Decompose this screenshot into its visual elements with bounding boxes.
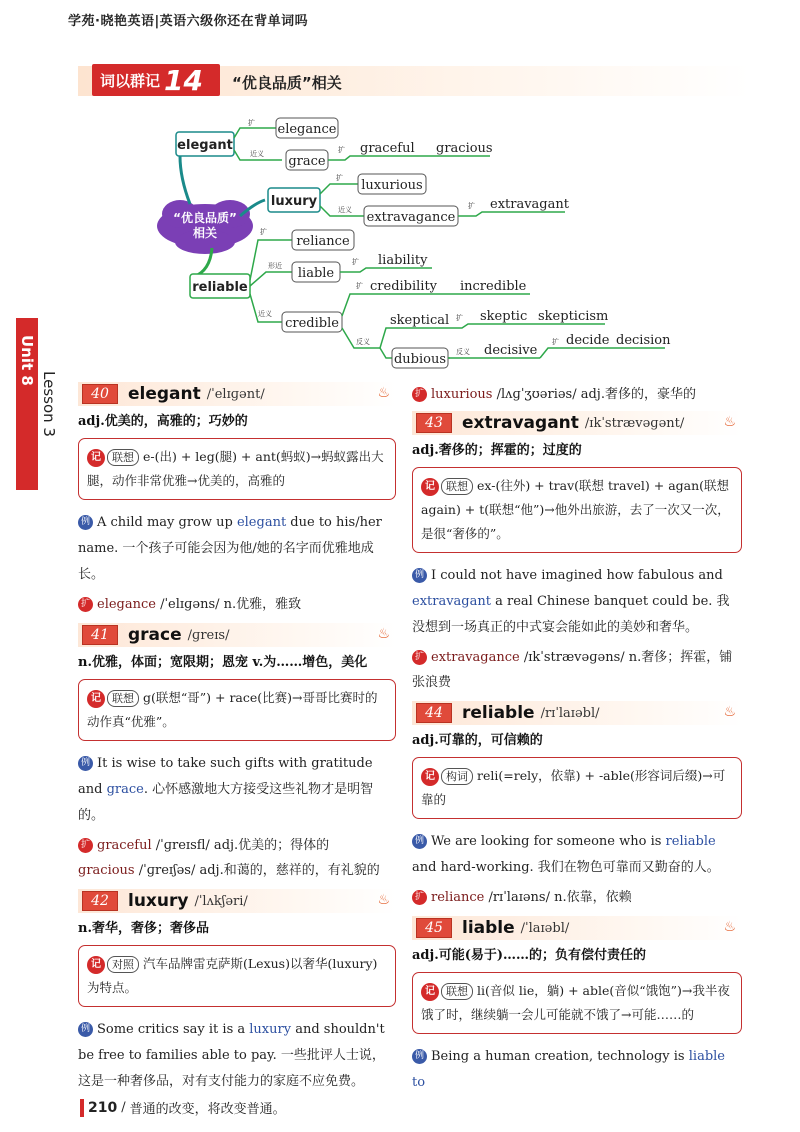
example-sentence: 例 A child may grow up elegant due to his/her name. 一个孩子可能会因为他/她的名字而优雅地成长。 [78,515,382,582]
lesson-label: Lesson 3 [40,371,58,437]
svg-text:反义: 反义 [456,348,470,356]
memory-tip-box [78,438,396,500]
phonetic: /ɪkˈstrævəɡənt/ [584,415,685,431]
example-sentence: 例 Being a human creation, technology is liable to [412,1049,725,1090]
memo-tag: 联想 [107,449,139,466]
definition: adj.奢侈的；挥霍的；过度的 [412,443,582,458]
entry-header [78,889,396,913]
flame-icon: ♨ [377,385,390,401]
mm-incredible: incredible [460,279,527,294]
section-subtitle: “优良品质”相关 [232,74,342,92]
flame-icon: ♨ [377,892,390,908]
entry-header [412,701,742,725]
memo-text: g(联想“哥”) + race(比赛)→哥哥比赛时的动作真“优雅”。 [87,690,378,729]
entry-elegant [78,382,396,617]
mm-luxurious: luxurious [361,178,423,193]
mm-reliance: reliance [296,234,350,249]
svg-text:反义: 反义 [356,338,370,346]
memo-icon: 记 [421,768,439,786]
memory-tip-box [78,679,396,741]
extension-icon: 扩 [78,597,93,612]
entry-header [412,411,742,435]
definition: adj.可靠的，可信赖的 [412,733,543,748]
definition: adj.可能(易于)……的；负有偿付责任的 [412,948,647,963]
memory-tip-box [78,945,396,1007]
mm-reliable: reliable [192,280,248,295]
mm-extravagance: extravagance [366,210,456,225]
entry-header [78,623,396,647]
mm-decisive: decisive [484,343,538,358]
unit-label: Unit 8 [18,334,36,386]
example-icon: 例 [412,568,427,583]
phonetic: /ɡreɪs/ [187,627,230,643]
memo-icon: 记 [87,956,105,974]
entry-header [412,916,742,940]
entry-number: 41 [82,625,118,645]
entry-number: 44 [416,703,452,723]
memo-text: ex-(往外) + trav(联想 travel) + agan(联想 again) + t(联想“他”)→他外出旅游，去了一次又一次，是很“奢侈的”。 [421,478,730,541]
svg-text:近义: 近义 [258,310,272,318]
memo-icon: 记 [421,983,439,1001]
extension-icon: 扩 [412,387,427,402]
definition: n.奢华，奢侈；奢侈品 [78,921,209,936]
running-header: 学苑·晓艳英语|英语六级你还在背单词吗 [68,14,309,29]
extension-icon: 扩 [412,890,427,905]
flame-icon: ♨ [723,919,736,935]
extension-line: 扩 luxurious /lʌɡˈʒʊəriəs/ adj.奢侈的，豪华的 [412,382,742,407]
example-sentence: 例 Some critics say it is a luxury and shouldn't be free to families able to pay. 一些批评人士说，这是一种奢侈品，对有支付能力的家庭不应免费。 [78,1022,385,1089]
svg-text:扩: 扩 [260,228,267,236]
entry-grace [78,623,396,883]
section-title-box [92,64,220,96]
memory-tip-box [412,757,742,819]
memo-text: li(音似 lie，躺) + able(音似“饿饱”)→我半夜饿了时，继续躺一会儿可能就不饿了→可能……的 [421,983,730,1022]
page-footer: 210 / 普通的改变，将改变普通。 [80,1098,286,1117]
mm-skepticism: skepticism [538,309,609,324]
mindmap-center-label: “优良品质”相关 [173,211,237,240]
mm-gracious: gracious [436,141,493,156]
mm-elegance: elegance [277,122,337,137]
mm-liability: liability [378,253,428,268]
example-sentence: 例 We are looking for someone who is reliable and hard-working. 我们在物色可靠而又勤奋的人。 [412,834,720,875]
memory-tip-box [412,467,742,553]
memo-tag: 构词 [441,768,473,785]
headword: luxury [128,891,189,911]
section-title: 词以群记 [100,71,161,90]
entry-number: 43 [416,413,452,433]
entry-number: 40 [82,384,118,404]
headword: grace [128,625,182,645]
entry-extravagant [412,411,742,695]
entry-number: 45 [416,918,452,938]
entry-header [78,382,396,406]
right-column [412,382,742,1100]
svg-text:近义: 近义 [250,150,264,158]
mm-dubious: dubious [393,352,447,367]
example-icon: 例 [412,834,427,849]
entry-number: 42 [82,891,118,911]
flame-icon: ♨ [377,626,390,642]
svg-text:形近: 形近 [268,262,282,270]
svg-text:扩: 扩 [356,282,363,290]
memo-text: 汽车品牌雷克萨斯(Lexus)以奢华(luxury)为特点。 [87,956,378,995]
definition: n.优雅，体面；宽限期；恩宠 v.为……增色，美化 [78,655,368,670]
headword: elegant [128,384,201,404]
entry-reliable [412,701,742,910]
unit-side-tab [16,318,60,490]
example-icon: 例 [78,756,93,771]
extension-icon: 扩 [78,838,93,853]
memo-tag: 联想 [441,983,473,1000]
flame-icon: ♨ [723,414,736,430]
headword: extravagant [462,413,579,433]
mm-graceful: graceful [360,141,415,156]
mm-skeptic: skeptic [480,309,528,324]
mm-grace: grace [288,154,326,169]
extension-line: 扩 reliance /rɪˈlaɪəns/ n.依靠，依赖 [412,885,742,910]
phonetic: /ˈlʌkʃəri/ [194,893,248,909]
headword: liable [462,918,515,938]
mm-extravagant: extravagant [490,197,569,212]
extension-line: 扩 extravagance /ɪkˈstrævəɡəns/ n.奢侈；挥霍，铺张浪费 [412,650,733,690]
extension-line: gracious /ˈɡreɪʃəs/ adj.和蔼的，慈祥的，有礼貌的 [78,863,380,878]
mindmap-center-cloud [157,200,253,254]
svg-text:近义: 近义 [338,206,352,214]
example-icon: 例 [78,1022,93,1037]
word-mind-map [150,108,680,370]
memo-text: e-(出) + leg(腿) + ant(蚂蚁)→蚂蚁露出大腿，动作非常优雅→优美的，高雅的 [87,449,384,488]
svg-text:扩: 扩 [338,146,345,154]
mm-elegant: elegant [177,138,233,153]
memo-icon: 记 [87,690,105,708]
extension-line: 扩 elegance /ˈelɪɡəns/ n.优雅，雅致 [78,592,396,617]
svg-text:扩: 扩 [336,174,343,182]
entry-luxury [78,889,396,1095]
entry-liable [412,916,742,1096]
phonetic: /ˈelɪɡənt/ [206,386,265,402]
definition: adj.优美的，高雅的；巧妙的 [78,414,248,429]
svg-text:扩: 扩 [456,314,463,322]
mm-decide: decide [566,333,610,348]
left-column [78,382,396,1099]
flame-icon: ♨ [723,704,736,720]
mm-credible: credible [285,316,339,331]
example-sentence: 例 It is wise to take such gifts with gratitude and grace. 心怀感激地大方接受这些礼物才是明智的。 [78,756,374,823]
page-number: 210 [88,1099,118,1116]
memo-icon: 记 [421,478,439,496]
svg-text:扩: 扩 [552,338,559,346]
headword: reliable [462,703,535,723]
section-number: 14 [164,63,203,97]
memory-tip-box [412,972,742,1034]
svg-text:扩: 扩 [248,119,255,127]
memo-text: reli(=rely，依靠) + -able(形容词后缀)→可靠的 [421,768,726,807]
memo-tag: 对照 [107,956,139,973]
example-icon: 例 [412,1049,427,1064]
mm-luxury: luxury [270,194,318,209]
extension-line: 扩 graceful /ˈɡreɪsfl/ adj.优美的；得体的 [78,833,396,858]
memo-icon: 记 [87,449,105,467]
mm-credibility: credibility [370,279,438,294]
mm-skeptical: skeptical [390,313,450,328]
example-sentence: 例 I could not have imagined how fabulous and extravagant a real Chinese banquet could be. 我没想到一场真正的中式宴会能如此的美妙和奢华。 [412,568,730,635]
phonetic: /rɪˈlaɪəbl/ [540,705,600,721]
footer-motto: 普通的改变，将改变普通。 [129,1102,286,1117]
phonetic: /ˈlaɪəbl/ [520,920,570,936]
mm-decision: decision [616,333,671,348]
extension-icon: 扩 [412,650,427,665]
svg-text:扩: 扩 [468,202,475,210]
svg-text:扩: 扩 [352,258,359,266]
example-icon: 例 [78,515,93,530]
memo-tag: 联想 [107,690,139,707]
memo-tag: 联想 [441,478,473,495]
mm-liable: liable [297,266,335,281]
